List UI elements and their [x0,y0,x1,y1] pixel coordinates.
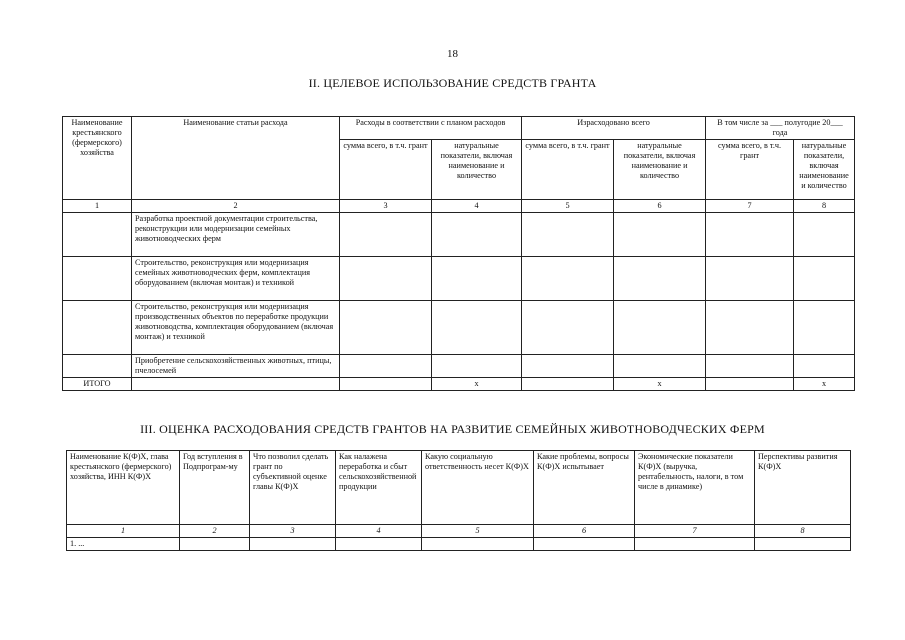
header-expenses-plan: Расходы в соответствии с планом расходов [340,117,522,140]
table-cell [432,355,522,378]
table-cell [336,538,422,551]
header-farm-name: Наименование крестьянского (фермерского) хозяйства [63,117,132,200]
col-number: 4 [432,200,522,213]
grant-evaluation-table [66,450,851,551]
table-cell [63,213,132,257]
col-number: 2 [180,525,250,538]
table-cell [522,378,614,391]
table-cell [340,213,432,257]
table-cell [132,378,340,391]
header-item-name: Наименование статьи расхода [132,117,340,200]
table-cell [422,538,534,551]
table-cell [522,257,614,301]
expense-item: Разработка проектной документации строительства, реконструкции или модернизации семейных животноводческих ферм [132,213,340,257]
table-cell [63,355,132,378]
header-processing: Как налажена переработка и сбыт сельскохозяйственной продукции [336,451,422,525]
table-cell [614,301,706,355]
table-cell [534,538,635,551]
table-cell [432,301,522,355]
header-prospects: Перспективы развития К(Ф)Х [755,451,851,525]
header-grant-effect: Что позволил сделать грант по субъективной оценке главы К(Ф)Х [250,451,336,525]
col-number: 8 [794,200,855,213]
x-mark: x [794,378,855,391]
col-number: 6 [534,525,635,538]
table-cell [706,355,794,378]
header-spent-total: Израсходовано всего [522,117,706,140]
table-cell [63,301,132,355]
col-number: 3 [250,525,336,538]
subheader-sum-grant: сумма всего, в т.ч. грант [522,140,614,200]
table-cell [250,538,336,551]
table-cell [706,378,794,391]
table-cell [794,301,855,355]
section-3-title: III. ОЦЕНКА РАСХОДОВАНИЯ СРЕДСТВ ГРАНТОВ НА РАЗВИТИЕ СЕМЕЙНЫХ ЖИВОТНОВОДЧЕСКИХ ФЕРМ [140,422,765,436]
col-number: 2 [132,200,340,213]
table-cell [340,257,432,301]
col-number: 7 [635,525,755,538]
col-number: 7 [706,200,794,213]
table-cell [706,301,794,355]
grant-usage-table [62,116,855,391]
col-number: 6 [614,200,706,213]
header-economics: Экономические показатели К(Ф)Х (выручка, рентабельность, налоги, в том числе в динамике) [635,451,755,525]
subheader-natural-indicators: натуральные показатели, включая наименование и количество [614,140,706,200]
table-cell [522,213,614,257]
col-number: 1 [67,525,180,538]
table-cell [794,355,855,378]
col-number: 5 [522,200,614,213]
table-cell [340,355,432,378]
header-including-half-year: В том числе за ___ полугодие 20___ года [706,117,855,140]
total-label: ИТОГО [63,378,132,391]
expense-item: Строительство, реконструкция или модернизация семейных животноводческих ферм, комплектация оборудованием (включая монтаж) и техникой [132,257,340,301]
table-cell [794,257,855,301]
table-cell [432,257,522,301]
expense-item: Приобретение сельскохозяйственных животных, птицы, пчелосемей [132,355,340,378]
expense-item: Строительство, реконструкция или модернизация производственных объектов по переработке продукции животноводства, комплектация оборудованием (включая монтаж) и техникой [132,301,340,355]
table-cell [614,213,706,257]
table-cell [432,213,522,257]
table-cell [340,378,432,391]
page-number: 18 [447,48,458,60]
subheader-natural-indicators: натуральные показатели, включая наименование и количество [432,140,522,200]
table-cell [340,301,432,355]
col-number: 5 [422,525,534,538]
row-label: 1. ... [67,538,180,551]
header-problems: Какие проблемы, вопросы К(Ф)Х испытывает [534,451,635,525]
header-year: Год вступления в Подпрограм-му [180,451,250,525]
table-cell [755,538,851,551]
col-number: 8 [755,525,851,538]
table-cell [63,257,132,301]
table-cell [522,355,614,378]
table-cell [635,538,755,551]
x-mark: x [432,378,522,391]
x-mark: x [614,378,706,391]
table-cell [614,355,706,378]
col-number: 3 [340,200,432,213]
table-cell [522,301,614,355]
subheader-natural-indicators: натуральные показатели, включая наименование и количество [794,140,855,200]
subheader-sum-grant: сумма всего, в т.ч. грант [340,140,432,200]
header-farm: Наименование К(Ф)Х, глава крестьянского (фермерского) хозяйства, ИНН К(Ф)Х [67,451,180,525]
table-cell [706,257,794,301]
col-number: 4 [336,525,422,538]
table-cell [794,213,855,257]
subheader-sum-grant: сумма всего, в т.ч. грант [706,140,794,200]
header-social: Какую социальную ответственность несет К(Ф)Х [422,451,534,525]
table-cell [706,213,794,257]
table-cell [614,257,706,301]
section-2-title: II. ЦЕЛЕВОЕ ИСПОЛЬЗОВАНИЕ СРЕДСТВ ГРАНТА [308,76,597,90]
col-number: 1 [63,200,132,213]
table-cell [180,538,250,551]
